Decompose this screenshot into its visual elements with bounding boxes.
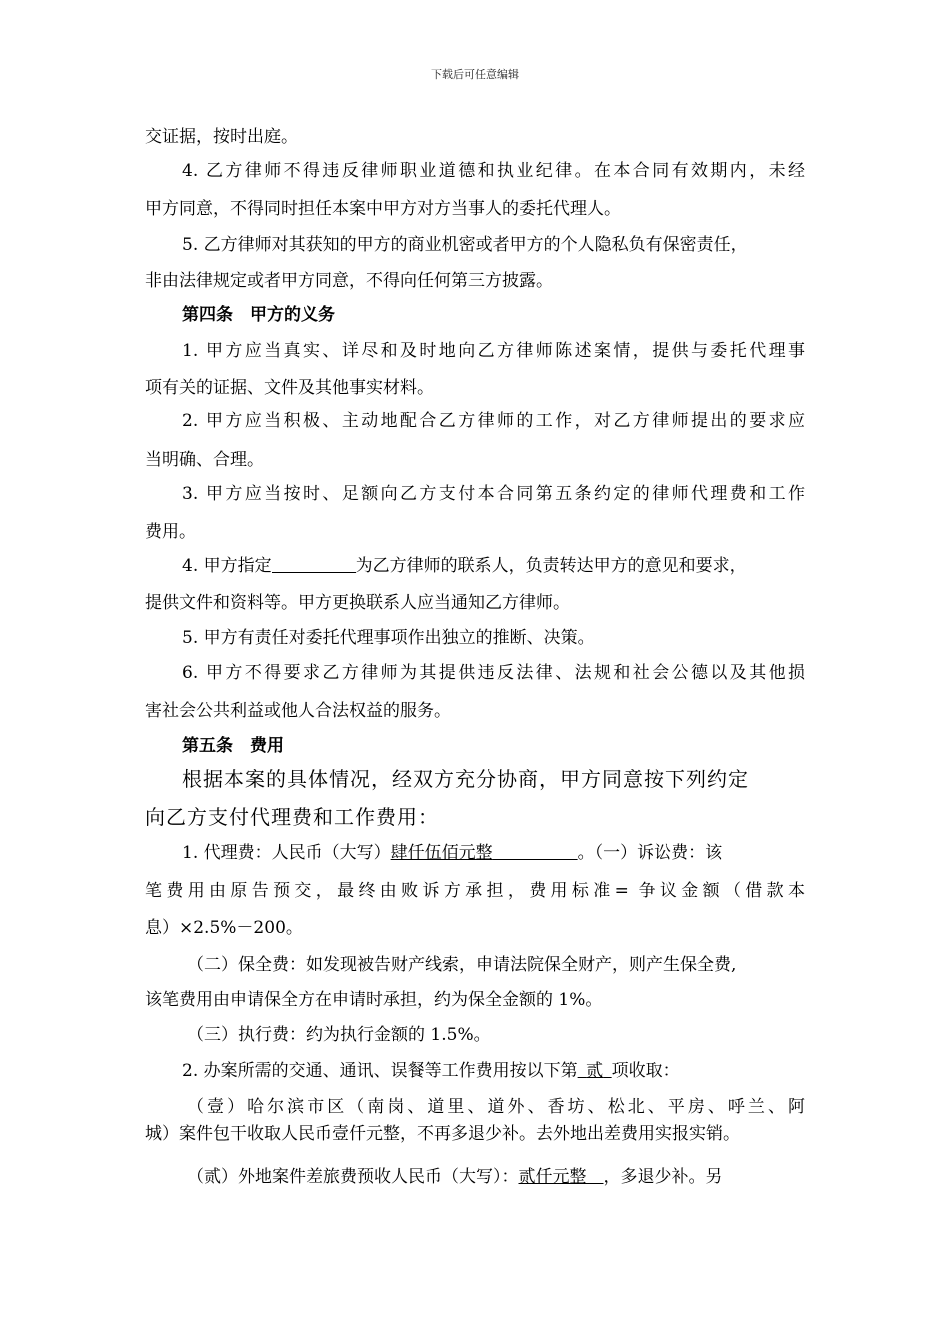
- paragraph-line: 4. 乙方律师不得违反律师职业道德和执业纪律。在本合同有效期内，未经: [182, 161, 805, 181]
- paragraph-line: 费用。: [145, 522, 196, 542]
- paragraph-line: 2. 甲方应当积极、主动地配合乙方律师的工作，对乙方律师提出的要求应: [182, 411, 805, 431]
- paragraph-line: 非由法律规定或者甲方同意，不得向任何第三方披露。: [145, 271, 553, 291]
- paragraph-line: [182, 555, 747, 577]
- section-heading: 第四条 甲方的义务: [182, 305, 335, 325]
- line-text: （贰）外地案件差旅费预收人民币（大写）：: [187, 1167, 519, 1187]
- fee-amount: 肆仟伍佰元整: [390, 843, 493, 863]
- paragraph-line: 交证据，按时出庭。: [145, 127, 298, 147]
- paragraph-line: 项有关的证据、文件及其他事实材料。: [145, 378, 434, 398]
- paragraph-line: 害社会公共利益或他人合法权益的服务。: [145, 701, 451, 721]
- line-text: 2. 办案所需的交通、通讯、误餐等工作费用按以下第: [182, 1061, 578, 1081]
- paragraph-line: 当明确、合理。: [145, 450, 264, 470]
- paragraph-line: （三）执行费：约为执行金额的 1.5%。: [187, 1025, 491, 1045]
- section-heading: 第五条 费用: [182, 736, 284, 756]
- line-text: 。（一）诉讼费：该: [577, 843, 723, 863]
- paragraph-line: 5. 甲方有责任对委托代理事项作出独立的推断、决策。: [182, 628, 595, 648]
- option-choice: 贰: [586, 1061, 604, 1081]
- paragraph-line: 3. 甲方应当按时、足额向乙方支付本合同第五条约定的律师代理费和工作: [182, 484, 805, 504]
- paragraph-line: 提供文件和资料等。甲方更换联系人应当通知乙方律师。: [145, 593, 570, 613]
- line-text: 1. 代理费：人民币（大写）: [182, 843, 391, 863]
- paragraph-line: [182, 1060, 680, 1082]
- paragraph-line: [182, 842, 722, 864]
- paragraph-line: 1. 甲方应当真实、详尽和及时地向乙方律师陈述案情，提供与委托代理事: [182, 341, 805, 361]
- travel-fee-amount: 贰仟元整: [518, 1167, 587, 1187]
- paragraph-line: [187, 1166, 723, 1188]
- paragraph-line: 城）案件包干收取人民币壹仟元整，不再多退少补。去外地出差费用实报实销。: [145, 1124, 740, 1144]
- header-note: 下载后可任意编辑: [431, 68, 519, 81]
- paragraph-line: 甲方同意，不得同时担任本案中甲方对方当事人的委托代理人。: [145, 199, 621, 219]
- paragraph-line: 息）×2.5%－200。: [145, 918, 303, 938]
- paragraph-line: 该笔费用由申请保全方在申请时承担，约为保全金额的 1%。: [145, 990, 603, 1010]
- line-text: 项收取：: [611, 1061, 680, 1081]
- paragraph-line: 笔费用由原告预交，最终由败诉方承担，费用标准= 争议金额（借款本: [145, 881, 805, 901]
- paragraph-line: （二）保全费：如发现被告财产线索，申请法院保全财产，则产生保全费,: [187, 955, 737, 975]
- paragraph-line: 6. 甲方不得要求乙方律师为其提供违反法律、法规和社会公德以及其他损: [182, 663, 805, 683]
- paragraph-line: （壹）哈尔滨市区（南岗、道里、道外、香坊、松北、平房、呼兰、阿: [187, 1097, 805, 1117]
- paragraph-line: 根据本案的具体情况，经双方充分协商，甲方同意按下列约定: [182, 767, 749, 791]
- line-text: 4. 甲方指定: [182, 556, 272, 576]
- contact-person-blank: [272, 556, 356, 573]
- paragraph-line: 向乙方支付代理费和工作费用：: [145, 805, 439, 829]
- line-text: ，多退少补。另: [603, 1167, 723, 1187]
- line-text: 为乙方律师的联系人，负责转达甲方的意见和要求，: [355, 556, 747, 576]
- paragraph-line: 5. 乙方律师对其获知的甲方的商业机密或者甲方的个人隐私负有保密责任，: [182, 235, 748, 255]
